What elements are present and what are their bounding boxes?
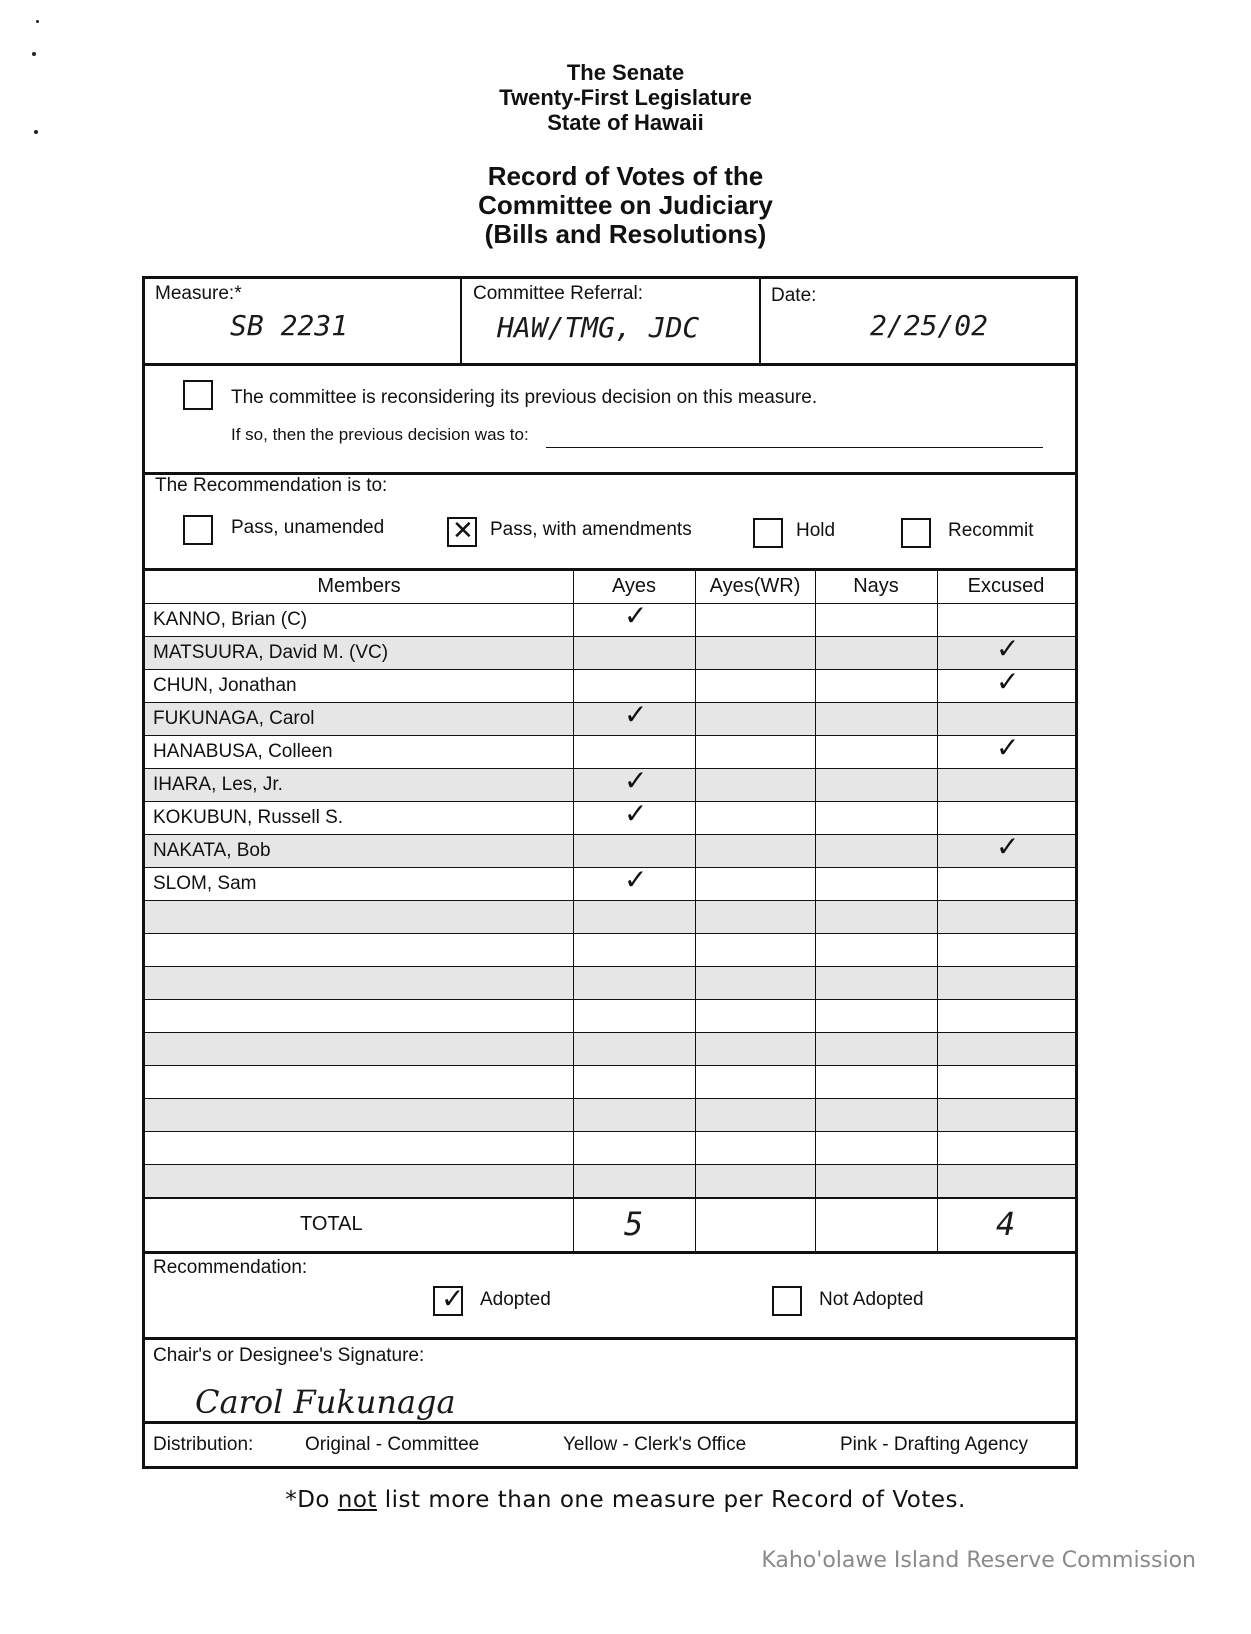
table-row — [145, 632, 1075, 669]
vote-check-mark: ✓ — [996, 632, 1020, 665]
table-row — [145, 999, 1075, 1032]
final-recommendation-label: Recommendation: — [153, 1257, 308, 1278]
column-header-ayes-wr: Ayes(WR) — [709, 575, 801, 597]
divider — [460, 279, 462, 363]
table-row — [145, 1131, 1075, 1164]
distribution-yellow: Yellow - Clerk's Office — [563, 1434, 747, 1455]
column-divider — [573, 571, 574, 1251]
reconsider-text: The committee is reconsidering its previous decision on this measure. — [231, 387, 818, 408]
divider — [145, 1337, 1075, 1340]
divider — [759, 279, 761, 363]
member-name: NAKATA, Bob — [153, 840, 271, 861]
pass-with-amendments-label: Pass, with amendments — [490, 519, 692, 540]
total-label: TOTAL — [300, 1213, 363, 1235]
column-header-members: Members — [317, 575, 401, 597]
title-line-2: Committee on Judiciary — [478, 190, 773, 220]
reconsider-checkbox[interactable] — [183, 380, 213, 410]
vote-check-mark: ✓ — [624, 698, 648, 731]
footnote-suffix: list more than one measure per Record of Votes. — [376, 1487, 966, 1513]
date-value: 2/25/02 — [870, 309, 989, 342]
total-excused-value: 4 — [996, 1205, 1016, 1243]
column-header-nays: Nays — [853, 575, 899, 597]
referral-value: HAW/TMG, JDC — [497, 311, 700, 344]
vote-check-mark: ✓ — [624, 863, 648, 896]
divider — [145, 1421, 1075, 1424]
column-header-ayes: Ayes — [611, 575, 657, 597]
not-adopted-label: Not Adopted — [819, 1289, 924, 1310]
previous-decision-label: If so, then the previous decision was to: — [231, 425, 529, 444]
table-row — [145, 797, 1075, 834]
header-legislature: Twenty-First Legislature — [499, 85, 752, 110]
chair-signature: Carol Fukunaga — [195, 1383, 456, 1421]
column-divider — [695, 571, 696, 1251]
document-title — [0, 162, 1251, 249]
column-divider — [815, 571, 816, 1251]
footnote-emphasis: not — [337, 1487, 377, 1513]
total-ayes-value: 5 — [624, 1205, 644, 1243]
distribution-original: Original - Committee — [305, 1434, 480, 1455]
table-row — [145, 933, 1075, 966]
title-line-1: Record of Votes of the — [487, 161, 764, 191]
referral-label: Committee Referral: — [473, 283, 643, 304]
watermark: Kaho'olawe Island Reserve Commission — [761, 1548, 1196, 1573]
document-header — [0, 60, 1251, 135]
measure-value: SB 2231 — [230, 309, 349, 342]
table-row — [145, 1065, 1075, 1098]
distribution-label: Distribution: — [153, 1434, 254, 1455]
divider — [145, 568, 1075, 571]
distribution-pink: Pink - Drafting Agency — [840, 1434, 1028, 1455]
previous-decision-field[interactable] — [546, 447, 1043, 448]
footnote — [0, 1487, 1251, 1513]
adopted-checkbox[interactable] — [433, 1286, 463, 1316]
vote-check-mark: ✓ — [996, 665, 1020, 698]
vote-check-mark: ✓ — [624, 764, 648, 797]
member-name: HANABUSA, Colleen — [153, 741, 333, 762]
table-row — [145, 665, 1075, 702]
table-row — [145, 1098, 1075, 1131]
header-senate: The Senate — [566, 60, 685, 85]
date-label: Date: — [771, 285, 817, 306]
member-name: MATSUURA, David M. (VC) — [153, 642, 389, 663]
table-row — [145, 966, 1075, 999]
table-row — [145, 698, 1075, 735]
table-row — [145, 599, 1075, 636]
column-header-excused: Excused — [967, 575, 1045, 597]
member-name: CHUN, Jonathan — [153, 675, 297, 696]
table-row — [145, 1032, 1075, 1065]
recommendation-options-label: The Recommendation is to: — [155, 475, 388, 496]
scan-speck — [32, 52, 36, 56]
footnote-prefix: *Do — [285, 1487, 338, 1513]
vote-check-mark: ✓ — [996, 830, 1020, 863]
table-row — [145, 764, 1075, 801]
table-row — [145, 1164, 1075, 1197]
pass-unamended-label: Pass, unamended — [231, 517, 385, 538]
table-row — [145, 863, 1075, 900]
signature-label: Chair's or Designee's Signature: — [153, 1345, 425, 1366]
vote-check-mark: ✓ — [996, 731, 1020, 764]
vote-check-mark: ✓ — [624, 797, 648, 830]
scan-speck — [36, 20, 39, 23]
table-row — [145, 830, 1075, 867]
table-row — [145, 731, 1075, 768]
member-name: IHARA, Les, Jr. — [153, 774, 283, 795]
pass-with-amendments-checkbox[interactable] — [447, 517, 477, 547]
member-name: KOKUBUN, Russell S. — [153, 807, 344, 828]
not-adopted-checkbox[interactable] — [772, 1286, 802, 1316]
table-row — [145, 900, 1075, 933]
vote-check-mark: ✓ — [624, 599, 648, 632]
column-divider — [937, 571, 938, 1251]
member-name: SLOM, Sam — [153, 873, 257, 894]
adopted-label: Adopted — [480, 1289, 551, 1310]
header-state: State of Hawaii — [547, 110, 704, 135]
measure-label: Measure:* — [155, 283, 242, 304]
hold-checkbox[interactable] — [753, 518, 783, 548]
member-name: FUKUNAGA, Carol — [153, 708, 315, 729]
recommit-checkbox[interactable] — [901, 518, 931, 548]
pass-unamended-checkbox[interactable] — [183, 515, 213, 545]
hold-label: Hold — [796, 520, 836, 541]
title-line-3: (Bills and Resolutions) — [484, 219, 767, 249]
vote-record-form — [142, 276, 1078, 1469]
total-row — [145, 1197, 1075, 1251]
recommit-label: Recommit — [948, 520, 1034, 541]
divider — [145, 1251, 1075, 1254]
member-name: KANNO, Brian (C) — [153, 609, 308, 630]
divider — [145, 363, 1075, 366]
